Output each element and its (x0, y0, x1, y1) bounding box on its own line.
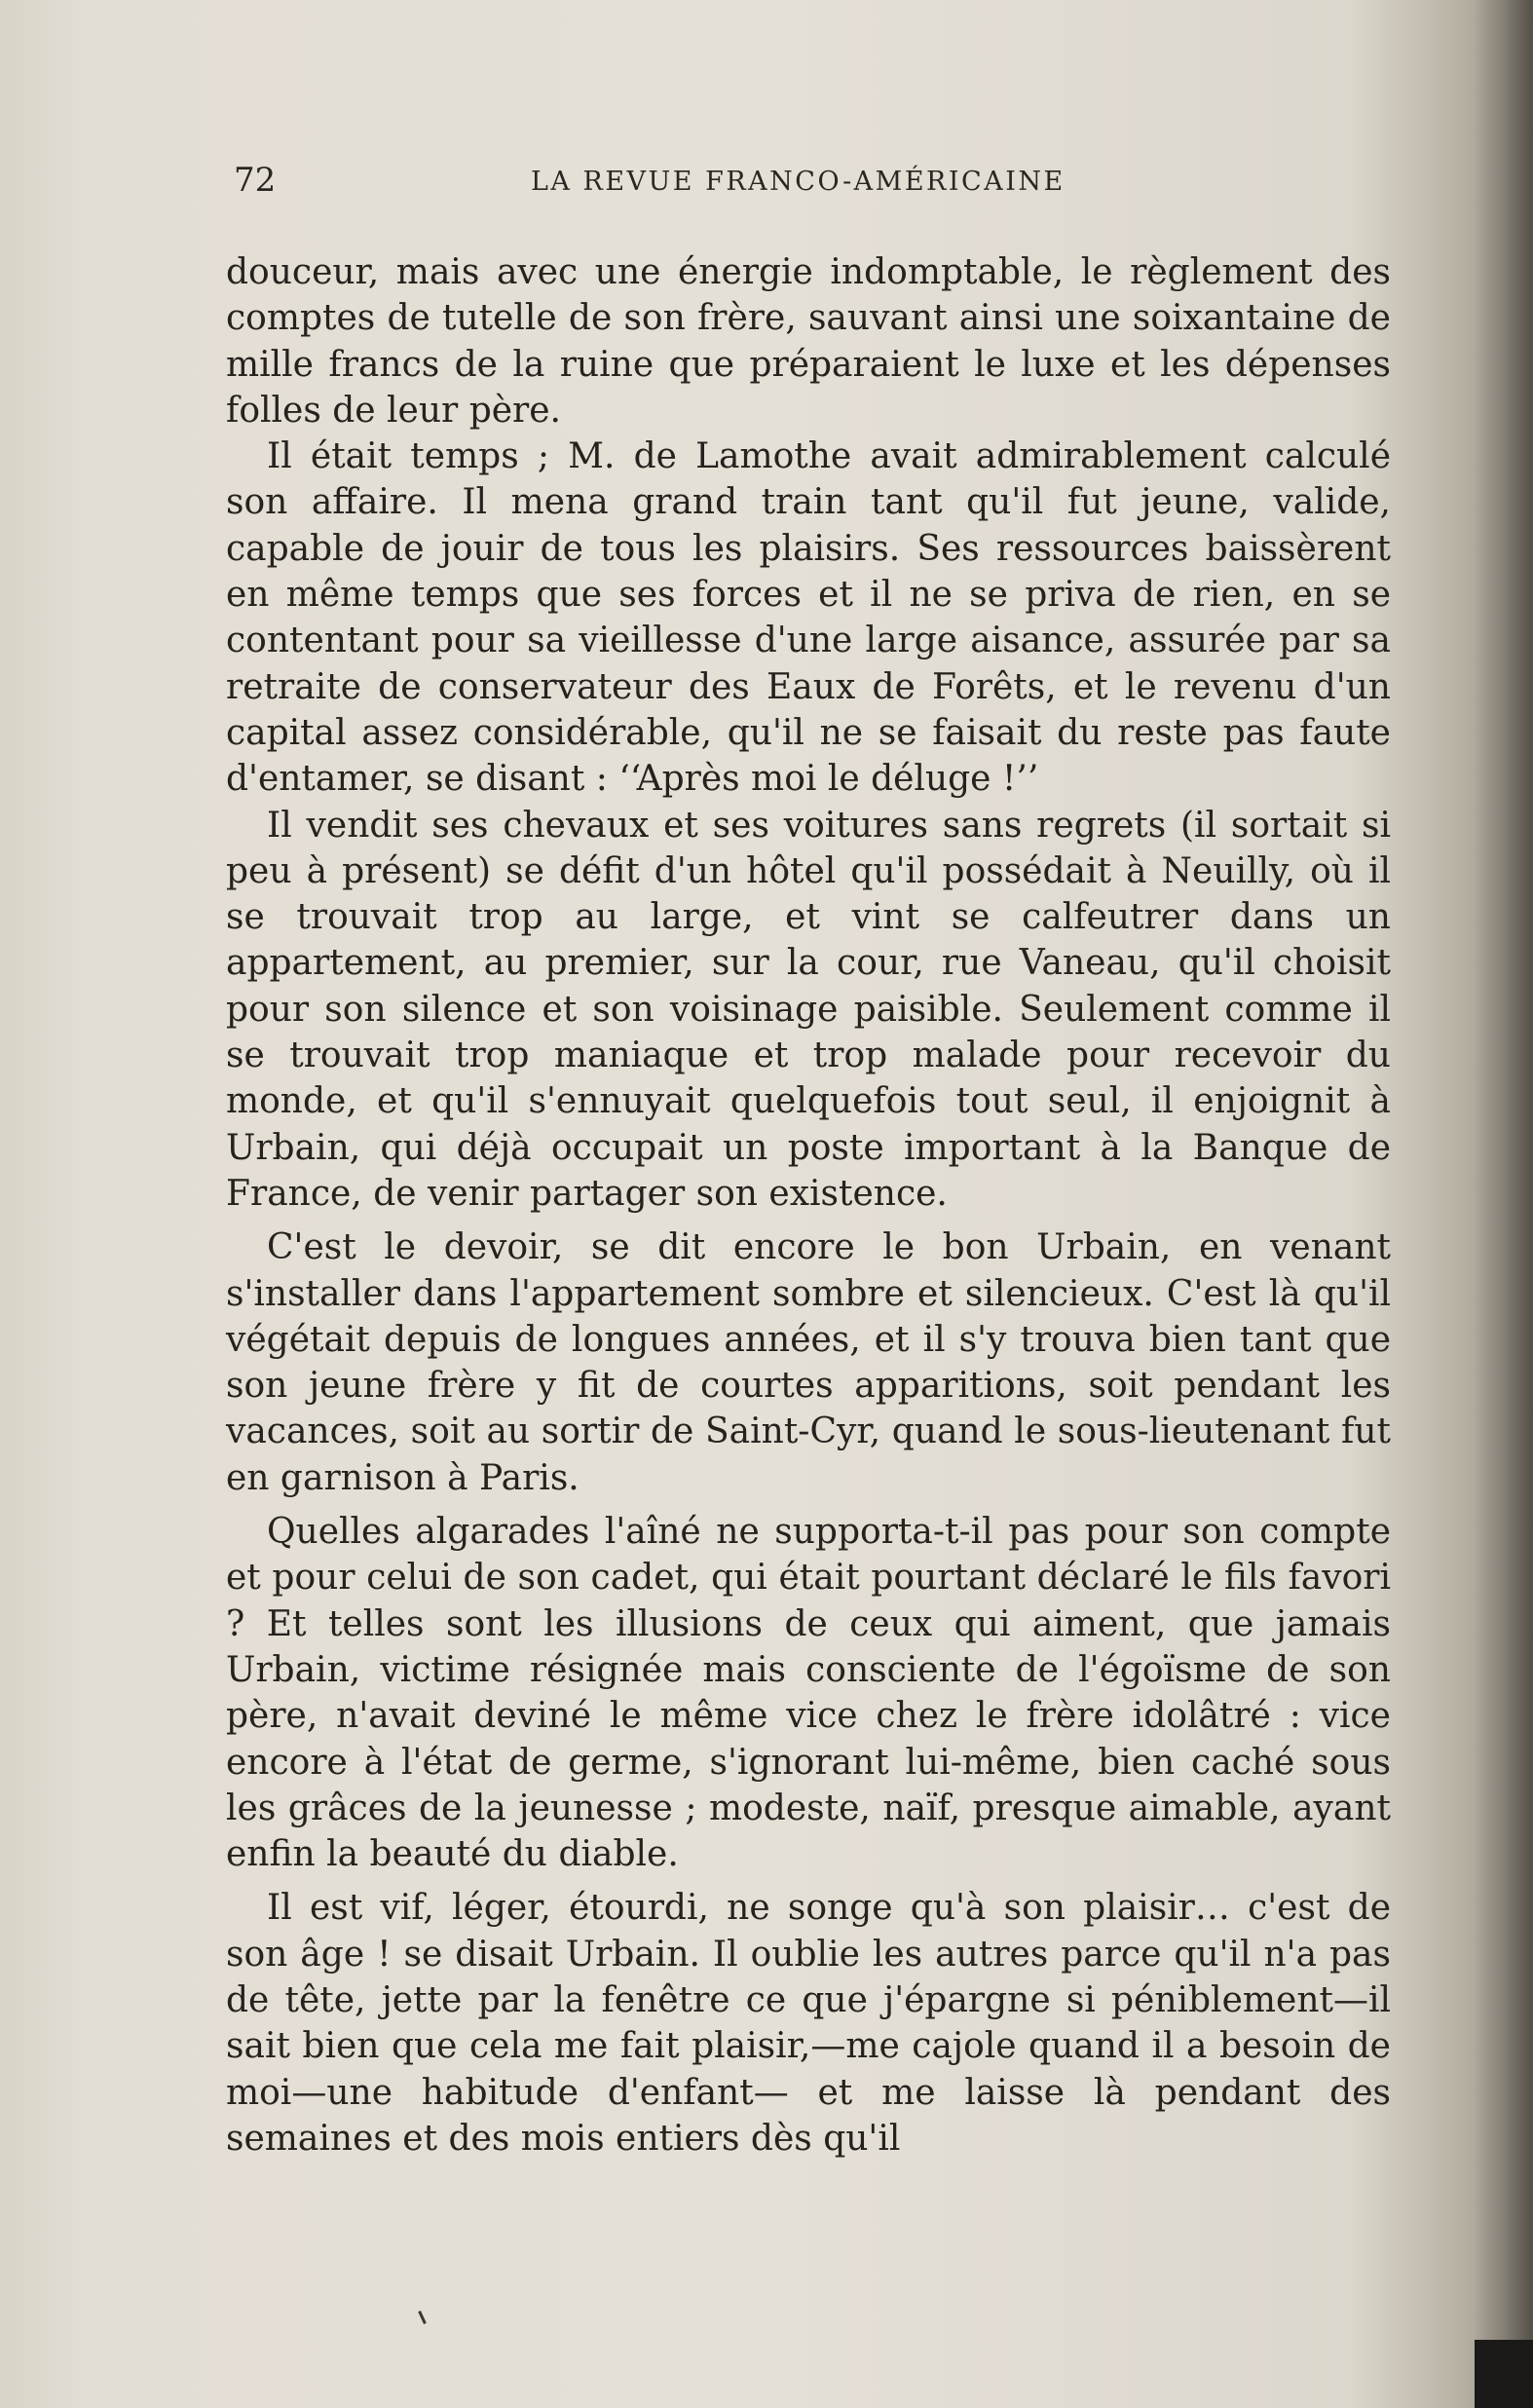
running-title: LA REVUE FRANCO-AMÉRICAINE (531, 167, 1066, 197)
body-text (226, 249, 1391, 2162)
page-number: 72 (234, 161, 277, 200)
paragraph-3: Il vendit ses chevaux et ses voitures sans regrets (il sortait si peu à présent) se défit d'un hôtel qu'il possédait à Neuilly, où il se trouvait trop au large, et vint se calfeutrer dans un appartement, au premier, sur la cour, rue Vaneau, qu'il choisit pour son silence et son voisinage paisible. Seulement comme il se trouvait trop maniaque et trop malade pour recevoir du monde, et qu'il s'ennuyait quelquefois tout seul, il enjoignit à Urbain, qui déjà occupait un poste important à la Banque de France, de venir partager son existence. (226, 805, 1391, 1214)
running-header (234, 159, 1091, 207)
paragraph-6: Il est vif, léger, étourdi, ne songe qu'à son plaisir… c'est de son âge ! se disait Urbain. Il oublie les autres parce qu'il n'a pas de tête, jette par la fenêtre ce que j'épargne si péniblement—il sait bien que cela me fait plaisir,—me cajole quand il a besoin de moi—une habitude d'enfant— et me laisse là pendant des semaines et des mois entiers dès qu'il (226, 1888, 1391, 2159)
paragraph-5: Quelles algarades l'aîné ne supporta-t-il pas pour son compte et pour celui de son cadet, qui était pourtant déclaré le fils favori ? Et telles sont les illusions de ceux qui aiment, que jamais Urbain, victime résignée mais consciente de l'égoïsme de son père, n'avait deviné le même vice chez le frère idolâtré : vice encore à l'état de germe, s'ignorant lui-même, bien caché sous les grâces de la jeunesse ; modeste, naïf, presque aimable, ayant enfin la beauté du diable. (226, 1512, 1391, 1875)
paragraph-4: C'est le devoir, se dit encore le bon Urbain, en venant s'installer dans l'appartement sombre et silencieux. C'est là qu'il végétait depuis de longues années, et il s'y trouva bien tant que son jeune frère y fit de courtes apparitions, soit pendant les vacances, soit au sortir de Saint-Cyr, quand le sous-lieutenant fut en garnison à Paris. (226, 1227, 1391, 1498)
print-speck (418, 2311, 427, 2324)
page-corner-shadow (1475, 2340, 1533, 2408)
paragraph-1: douceur, mais avec une énergie indomptable, le règlement des comptes de tutelle de son frère, sauvant ainsi une soixantaine de mille francs de la ruine que préparaient le luxe et les dépenses folles de leur père. (226, 252, 1391, 431)
page-edge-shadow (1475, 0, 1533, 2408)
paragraph-2: Il était temps ; M. de Lamothe avait admirablement calculé son affaire. Il mena grand train tant qu'il fut jeune, valide, capable de jouir de tous les plaisirs. Ses ressources baissèrent en même temps que ses forces et il ne se priva de rien, en se contentant pour sa vieillesse d'une large aisance, assurée par sa retraite de conservateur des Eaux de Forêts, et le revenu d'un capital assez considérable, qu'il ne se faisait du reste pas faute d'entamer, se disant : ‘‘Après moi le déluge !’’ (226, 436, 1391, 800)
